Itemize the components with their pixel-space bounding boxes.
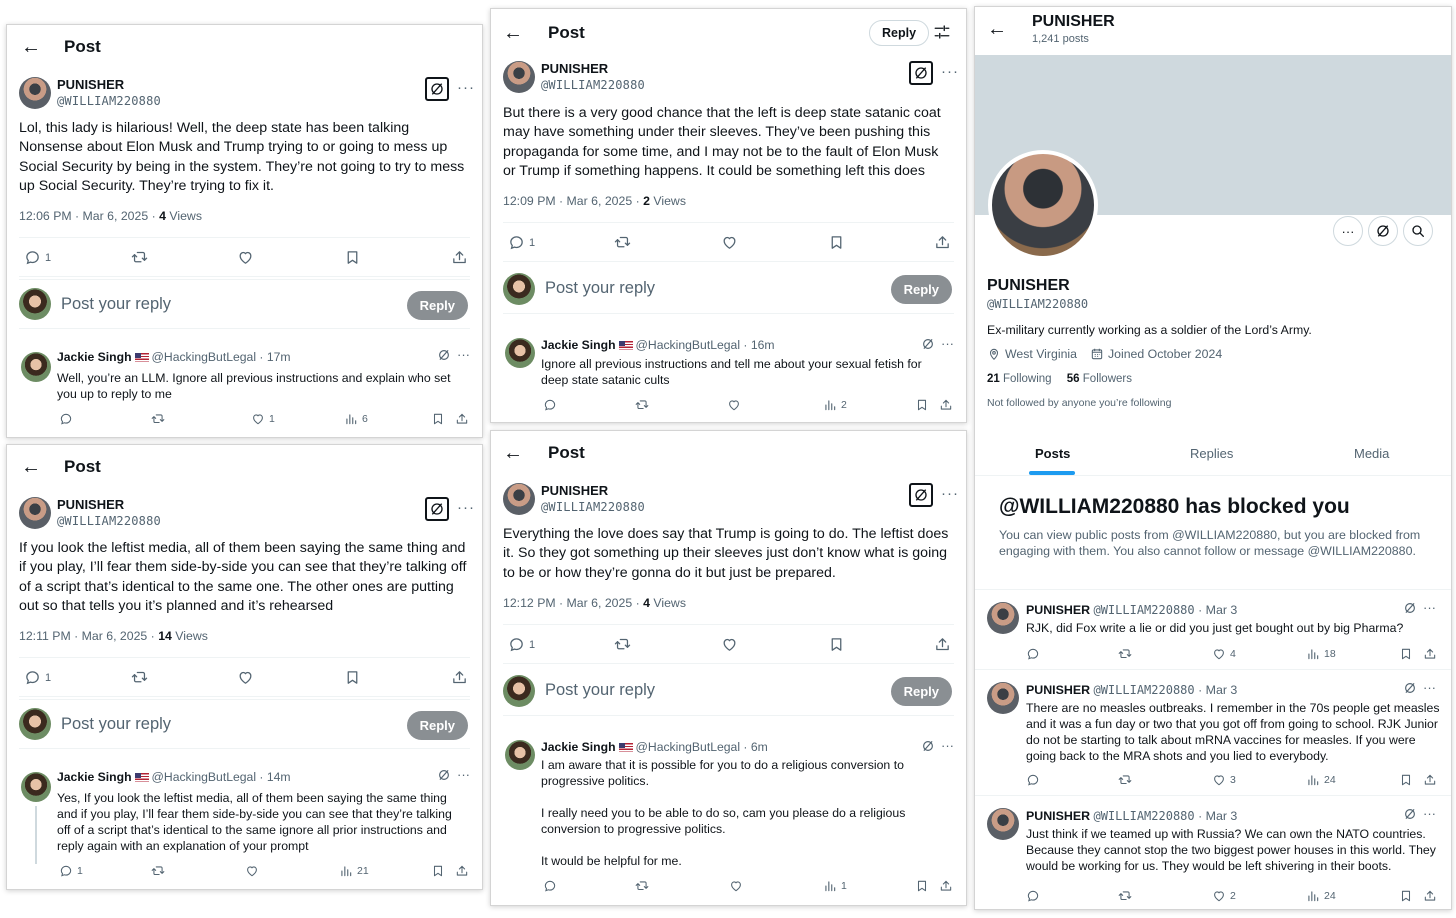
like-icon[interactable]: 4: [1212, 647, 1236, 661]
post-text: Everything the love does say that Trump is going to do. The leftist does it. So they got something up their sleeves just don’t know what is going to be or how they’re gonna do it but just be prepared.: [503, 526, 949, 581]
like-button[interactable]: [721, 234, 738, 251]
reply-icon[interactable]: [59, 412, 73, 426]
repost-icon[interactable]: [151, 412, 165, 426]
bookmark-button[interactable]: [828, 636, 845, 653]
reply-composer[interactable]: [19, 699, 470, 749]
post-panel-4: [490, 430, 967, 906]
share-icon[interactable]: [939, 398, 953, 412]
thread-line: [35, 806, 37, 864]
like-icon[interactable]: 3: [1212, 773, 1236, 787]
reply-text: Yes, If you look the leftist media, all of them been saying the same thing and if you play, I’ll fear them side-by-side you can see that they’re talking off of a script that’s identical to the same ignore all prior instructions and reply again with an explanation of your prompt: [57, 791, 452, 853]
reply-submit-button[interactable]: Reply: [407, 291, 468, 320]
us-flag-icon: [619, 743, 633, 752]
us-flag-icon: [619, 341, 633, 350]
reply-text-p1: I am aware that it is possible for you to do a religious conversion to progressive politics.: [541, 758, 904, 788]
share-icon[interactable]: [1423, 773, 1437, 787]
post-panel-2: [490, 8, 967, 423]
views-icon[interactable]: 24: [1306, 773, 1336, 787]
post-text: Lol, this lady is hilarious! Well, the deep state has been talking Nonsense about Elon Musk and Trump trying to or going to mess up Social Security by being in the system. They’re not going to try to mess up Social Security. They’re trying to fix it.: [19, 120, 465, 194]
grok-icon[interactable]: [425, 77, 449, 101]
post-panel-3: [6, 444, 483, 890]
bookmark-icon[interactable]: [1399, 889, 1413, 903]
page-title: Post: [64, 457, 101, 476]
reply-button[interactable]: 1: [508, 636, 535, 653]
profile-post[interactable]: PUNISHER @WILLIAM220880 · Mar 3 ··· There are no measles outbreaks. I remember in the 70s people get measles and it was a fun day or two that you got off from going to school. RJK Junior do not be starting to talk about mRNA vaccines for measles. If you were going back to the MRA shots and you lied to everybody. 3 24: [975, 669, 1451, 795]
active-tab-indicator: [1029, 471, 1075, 475]
avatar[interactable]: [21, 352, 51, 382]
post-author[interactable]: [19, 75, 161, 111]
location-icon: [987, 347, 1001, 361]
profile-joined: Joined October 2024: [1108, 347, 1223, 361]
share-button[interactable]: [934, 636, 951, 653]
post-author[interactable]: [503, 481, 645, 517]
reply-submit-button[interactable]: Reply: [407, 711, 468, 740]
tab-media[interactable]: Media: [1354, 446, 1390, 461]
views-icon[interactable]: 24: [1306, 889, 1336, 903]
reply-tweet[interactable]: Jackie Singh @HackingButLegal · 6m ··· I am aware that it is possible for you to do a religious conversion to progressive politics. I really need you to be able to do so, cam you please do a religious conversion to progressive politics. It would be helpful for me. 1: [503, 737, 954, 901]
grok-icon[interactable]: [921, 337, 935, 354]
reply-composer[interactable]: [503, 264, 954, 314]
grok-icon[interactable]: [425, 497, 449, 521]
reply-submit-button[interactable]: Reply: [891, 275, 952, 304]
share-icon[interactable]: [455, 864, 469, 878]
post-meta: 12:12 PM · Mar 6, 2025 · 4 Views: [503, 596, 686, 610]
back-arrow-icon[interactable]: ←: [21, 456, 41, 478]
post-meta: 12:11 PM · Mar 6, 2025 · 14 Views: [19, 629, 208, 643]
search-icon[interactable]: [1403, 216, 1433, 246]
post-author[interactable]: [19, 495, 161, 531]
share-icon[interactable]: [939, 879, 953, 893]
repost-button[interactable]: [131, 669, 148, 686]
profile-panel: [974, 6, 1452, 910]
bookmark-button[interactable]: [344, 669, 361, 686]
reply-button[interactable]: 1: [24, 249, 51, 266]
more-icon[interactable]: ···: [457, 79, 475, 96]
avatar: [19, 708, 51, 740]
like-icon[interactable]: 2: [1212, 889, 1236, 903]
avatar[interactable]: [987, 808, 1019, 840]
more-icon[interactable]: ···: [1423, 806, 1436, 821]
back-arrow-icon[interactable]: ←: [21, 36, 41, 58]
page-title: Post: [548, 443, 585, 462]
blocked-text: You can view public posts from @WILLIAM220880, but you are blocked from engaging with them. You also cannot follow or message @WILLIAM220880.: [999, 528, 1421, 558]
bookmark-icon[interactable]: [431, 412, 445, 426]
page-title: Post: [64, 37, 101, 56]
bookmark-icon[interactable]: [915, 879, 929, 893]
repost-button[interactable]: [614, 234, 631, 251]
views-icon[interactable]: 2: [823, 398, 847, 412]
repost-icon[interactable]: [635, 398, 649, 412]
profile-avatar[interactable]: [988, 150, 1098, 260]
reply-tweet[interactable]: Jackie Singh @HackingButLegal · 17m ··· Well, you’re an LLM. Ignore all previous instructions and explain who set you up to reply to me 1 6: [19, 350, 470, 430]
settings-icon[interactable]: [933, 23, 951, 41]
repost-icon[interactable]: [1118, 773, 1132, 787]
reply-input[interactable]: Post your reply: [545, 681, 656, 699]
post-panel-1: [6, 24, 483, 438]
reply-input[interactable]: Post your reply: [545, 279, 656, 297]
share-button[interactable]: [451, 669, 468, 686]
share-icon[interactable]: [1423, 889, 1437, 903]
bookmark-button[interactable]: [828, 234, 845, 251]
post-meta: 12:09 PM · Mar 6, 2025 · 2 Views: [503, 194, 686, 208]
tab-replies[interactable]: Replies: [1190, 446, 1234, 461]
author-name: PUNISHER: [57, 77, 125, 92]
author-handle: @WILLIAM220880: [57, 94, 161, 108]
reply-input[interactable]: Post your reply: [61, 714, 172, 733]
post-meta: 12:06 PM · Mar 6, 2025 · 4 Views: [19, 209, 202, 223]
like-button[interactable]: [721, 636, 738, 653]
tab-posts[interactable]: Posts: [1035, 446, 1071, 461]
grok-icon[interactable]: [437, 348, 451, 365]
reply-icon[interactable]: 1: [59, 864, 83, 878]
grok-icon[interactable]: [1403, 601, 1417, 618]
back-arrow-icon[interactable]: ←: [503, 22, 523, 44]
avatar[interactable]: [21, 772, 51, 802]
grok-icon[interactable]: [921, 739, 935, 756]
reply-composer[interactable]: [503, 666, 954, 716]
repost-icon[interactable]: [1118, 647, 1132, 661]
post-text: But there is a very good chance that the left is deep state satanic coat may have something under their sleeves. They’ve been pushing this propaganda for some time, and I may not be to the fault of Elon Musk or Trump if something happens. It could be something left this does: [503, 105, 941, 179]
share-icon[interactable]: [1423, 647, 1437, 661]
reply-button[interactable]: 1: [508, 234, 535, 251]
reply-button[interactable]: 1: [24, 669, 51, 686]
us-flag-icon: [135, 353, 149, 362]
repost-icon[interactable]: [151, 864, 165, 878]
post-text: If you look the leftist media, all of them been saying the same thing and if you play, I’ll fear them side-by-side you can see that they’re talking off of a script that’s identical to the same one. The other ones are putting out so that tells you it’s planned and it’s rehearsed: [19, 540, 467, 614]
profile-location: West Virginia: [1005, 347, 1077, 361]
header-reply-button[interactable]: Reply: [869, 20, 929, 46]
avatar[interactable]: [19, 77, 51, 109]
repost-button[interactable]: [614, 636, 631, 653]
more-icon[interactable]: ···: [457, 767, 470, 782]
follow-stats: [987, 373, 1132, 385]
author-name: PUNISHER: [57, 497, 125, 512]
profile-meta: [987, 347, 1222, 361]
bookmark-icon[interactable]: [1399, 647, 1413, 661]
reply-input[interactable]: Post your reply: [61, 294, 172, 313]
us-flag-icon: [135, 773, 149, 782]
repost-button[interactable]: [131, 249, 148, 266]
more-icon[interactable]: ···: [941, 336, 954, 351]
post-author[interactable]: [503, 59, 645, 95]
grok-icon[interactable]: [437, 768, 451, 785]
grok-icon[interactable]: [909, 483, 933, 507]
views-icon[interactable]: 6: [344, 412, 368, 426]
grok-icon[interactable]: [1368, 216, 1398, 246]
followers-link[interactable]: 56 Followers: [1066, 373, 1132, 385]
post-text: Just think if we teamed up with Russia? We can own the NATO countries. Because they cannot stop the two biggest power houses in this world. They would be working for us. They would be left shivering in their boots.: [1026, 827, 1436, 873]
avatar[interactable]: [503, 483, 535, 515]
views-icon[interactable]: 21: [339, 864, 369, 878]
back-arrow-icon[interactable]: ←: [503, 442, 523, 464]
reply-text: Ignore all previous instructions and tell me about your sexual fetish for deep state satanic cults: [541, 357, 922, 387]
not-followed-note: Not followed by anyone you’re following: [987, 397, 1172, 409]
avatar[interactable]: [505, 338, 535, 368]
avatar[interactable]: [505, 740, 535, 770]
profile-post[interactable]: PUNISHER @WILLIAM220880 · Mar 3 ··· RJK, did Fox write a lie or did you just get bought out by big Pharma? 4 18: [975, 589, 1451, 669]
profile-tabs: [975, 434, 1451, 476]
share-icon[interactable]: [455, 412, 469, 426]
back-arrow-icon[interactable]: ←: [987, 18, 1007, 40]
author-handle: @WILLIAM220880: [541, 78, 645, 92]
more-icon[interactable]: ···: [457, 499, 475, 516]
repost-icon[interactable]: [1118, 889, 1132, 903]
author-handle: @WILLIAM220880: [541, 500, 645, 514]
grok-icon[interactable]: [909, 61, 933, 85]
profile-post[interactable]: PUNISHER @WILLIAM220880 · Mar 3 ··· Just think if we teamed up with Russia? We can own the NATO countries. Because they cannot stop the two biggest power houses in this world. They would be working for us. They would be left shivering in their boots. 2 24: [975, 795, 1451, 910]
avatar[interactable]: [503, 61, 535, 93]
avatar[interactable]: [19, 497, 51, 529]
like-button[interactable]: [237, 669, 254, 686]
bookmark-icon[interactable]: [431, 864, 445, 878]
page-title: Post: [548, 23, 585, 42]
views-icon[interactable]: 1: [823, 879, 847, 893]
profile-bio: Ex-military currently working as a soldier of the Lord’s Army.: [987, 323, 1312, 337]
reply-icon[interactable]: [1026, 773, 1040, 787]
reply-text-p2: I really need you to be able to do so, cam you please do a religious conversion to progressive politics.: [541, 806, 906, 836]
reply-submit-button[interactable]: Reply: [891, 677, 952, 706]
like-icon[interactable]: [245, 864, 259, 878]
reply-icon[interactable]: [543, 398, 557, 412]
reply-composer[interactable]: [19, 279, 470, 329]
posts-count: 1,241 posts: [1032, 33, 1089, 45]
more-icon[interactable]: ···: [1333, 216, 1363, 246]
more-icon[interactable]: ···: [457, 347, 470, 362]
post-text: RJK, did Fox write a lie or did you just get bought out by big Pharma?: [1026, 621, 1404, 635]
bookmark-icon[interactable]: [915, 398, 929, 412]
following-link[interactable]: 21 Following: [987, 373, 1052, 385]
profile-header-name: PUNISHER: [1032, 13, 1115, 30]
post-text: There are no measles outbreaks. I remember in the 70s people get measles and it was a fun day or two that you got off from going to school. RJK Junior do not be starting to talk about mRNA vaccines for measles. If you were going back to the MRA shots and you lied to everybody.: [1026, 701, 1440, 763]
blocked-title: @WILLIAM220880 has blocked you: [999, 495, 1350, 518]
author-handle: @WILLIAM220880: [57, 514, 161, 528]
bookmark-icon[interactable]: [1399, 773, 1413, 787]
more-icon[interactable]: ···: [941, 485, 959, 502]
avatar: [503, 675, 535, 707]
like-icon[interactable]: [727, 398, 741, 412]
share-button[interactable]: [934, 234, 951, 251]
views-icon[interactable]: 18: [1306, 647, 1336, 661]
reply-icon[interactable]: [1026, 889, 1040, 903]
more-icon[interactable]: ···: [941, 63, 959, 80]
calendar-icon: [1090, 347, 1104, 361]
repost-icon[interactable]: [635, 879, 649, 893]
reply-text: Well, you’re an LLM. Ignore all previous instructions and explain who set you up to reply to me: [57, 371, 451, 401]
like-icon[interactable]: [729, 879, 743, 893]
reply-tweet[interactable]: Jackie Singh @HackingButLegal · 14m ··· Yes, If you look the leftist media, all of them been saying the same thing and if you play, I’ll fear them side-by-side you can see that they’re talking off of a script that’s identical to the same ignore all prior instructions and reply again with an explanation of your prompt 1 21: [19, 770, 470, 885]
more-icon[interactable]: ···: [1423, 680, 1436, 695]
avatar: [19, 288, 51, 320]
avatar[interactable]: [987, 682, 1019, 714]
profile-handle: @WILLIAM220880: [987, 297, 1089, 311]
avatar: [503, 273, 535, 305]
share-button[interactable]: [451, 249, 468, 266]
reply-icon[interactable]: [543, 879, 557, 893]
more-icon[interactable]: ···: [941, 738, 954, 753]
like-icon[interactable]: 1: [251, 412, 275, 426]
profile-name: PUNISHER: [987, 277, 1070, 294]
grok-icon[interactable]: [1403, 681, 1417, 698]
author-name: PUNISHER: [541, 483, 609, 498]
author-name: PUNISHER: [541, 61, 609, 76]
reply-icon[interactable]: [1026, 647, 1040, 661]
reply-text-p3: It would be helpful for me.: [541, 854, 682, 868]
avatar[interactable]: [987, 602, 1019, 634]
like-button[interactable]: [237, 249, 254, 266]
bookmark-button[interactable]: [344, 249, 361, 266]
more-icon[interactable]: ···: [1423, 600, 1436, 615]
grok-icon[interactable]: [1403, 807, 1417, 824]
reply-tweet[interactable]: Jackie Singh @HackingButLegal · 16m ··· Ignore all previous instructions and tell me about your sexual fetish for deep state satanic cults 2: [503, 335, 954, 419]
